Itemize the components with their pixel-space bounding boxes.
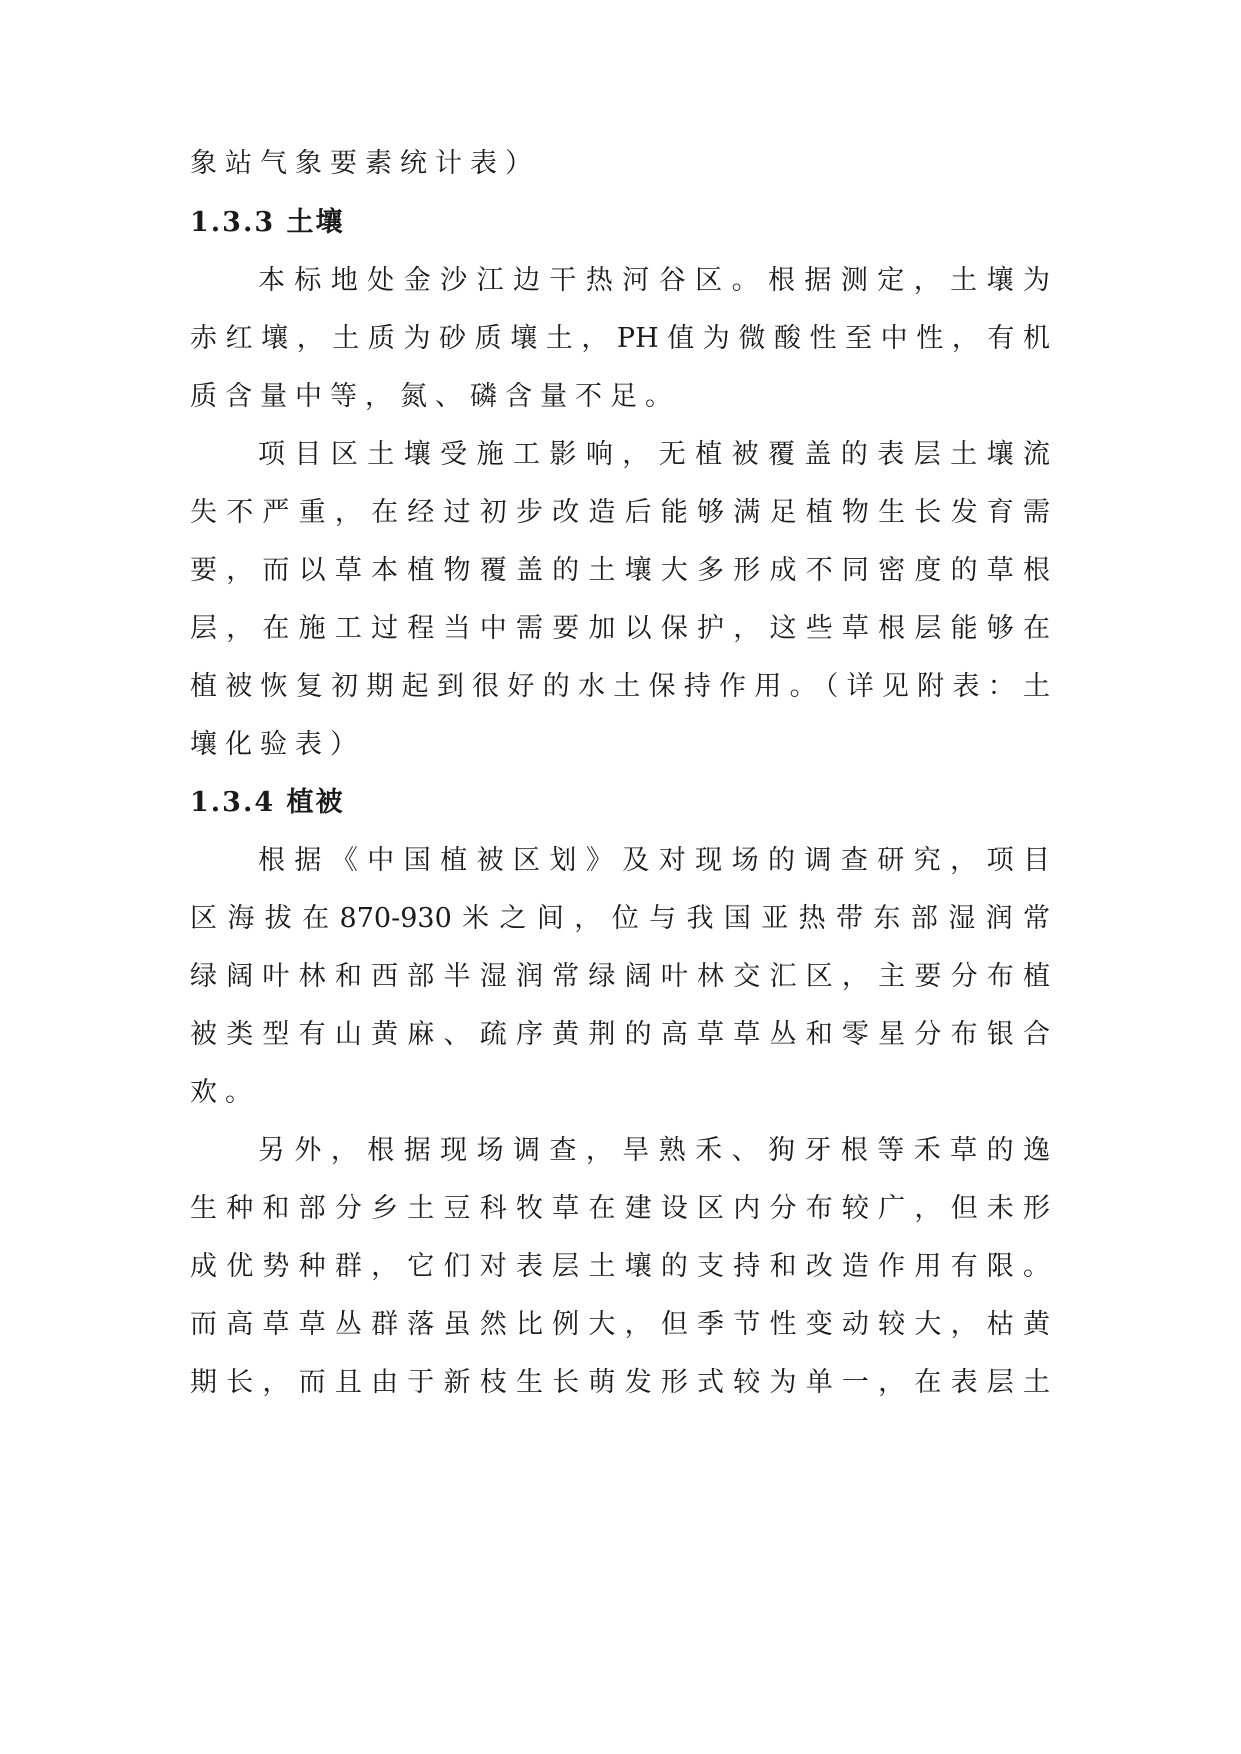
continuation-line: 象站气象要素统计表） [190,148,540,179]
veg-para2-line: 而高草草丛群落虽然比例大，但季节性变动较大，枯黄 [190,1309,1050,1340]
soil-para2-line: 壤化验表） [190,729,365,760]
soil-para1-line: 赤红壤，土质为砂质壤土，PH值为微酸性至中性，有机 [190,323,1050,354]
section-heading-soil: 1.3.3 土壤 [190,207,345,238]
veg-para2-line: 生种和部分乡土豆科牧草在建设区内分布较广，但未形 [190,1193,1050,1224]
veg-para1-line: 区海拔在870-930米之间，位与我国亚热带东部湿润常 [190,903,1050,934]
veg-para1-line: 被类型有山黄麻、疏序黄荆的高草草丛和零星分布银合 [190,1019,1050,1050]
veg-para1-line: 欢。 [190,1077,260,1108]
soil-para2-line: 要，而以草本植物覆盖的土壤大多形成不同密度的草根 [190,555,1050,586]
soil-para2-line: 失不严重，在经过初步改造后能够满足植物生长发育需 [190,497,1050,528]
veg-para2-line: 期长，而且由于新枝生长萌发形式较为单一，在表层土 [190,1367,1050,1398]
veg-para2-line: 另外，根据现场调查，旱熟禾、狗牙根等禾草的逸 [258,1135,1050,1166]
veg-para1-line: 根据《中国植被区划》及对现场的调查研究，项目 [258,845,1050,876]
soil-para2-line: 植被恢复初期起到很好的水土保持作用。（详见附表：土 [190,671,1050,702]
soil-para2-line: 层，在施工过程当中需要加以保护，这些草根层能够在 [190,613,1050,644]
veg-para1-line: 绿阔叶林和西部半湿润常绿阔叶林交汇区，主要分布植 [190,961,1050,992]
soil-para1-line: 本标地处金沙江边干热河谷区。根据测定，土壤为 [258,265,1050,296]
veg-para2-line: 成优势种群，它们对表层土壤的支持和改造作用有限。 [190,1251,1050,1282]
soil-para2-line: 项目区土壤受施工影响，无植被覆盖的表层土壤流 [258,439,1050,470]
soil-para1-line: 质含量中等，氮、磷含量不足。 [190,381,680,412]
section-heading-vegetation: 1.3.4 植被 [190,787,345,818]
